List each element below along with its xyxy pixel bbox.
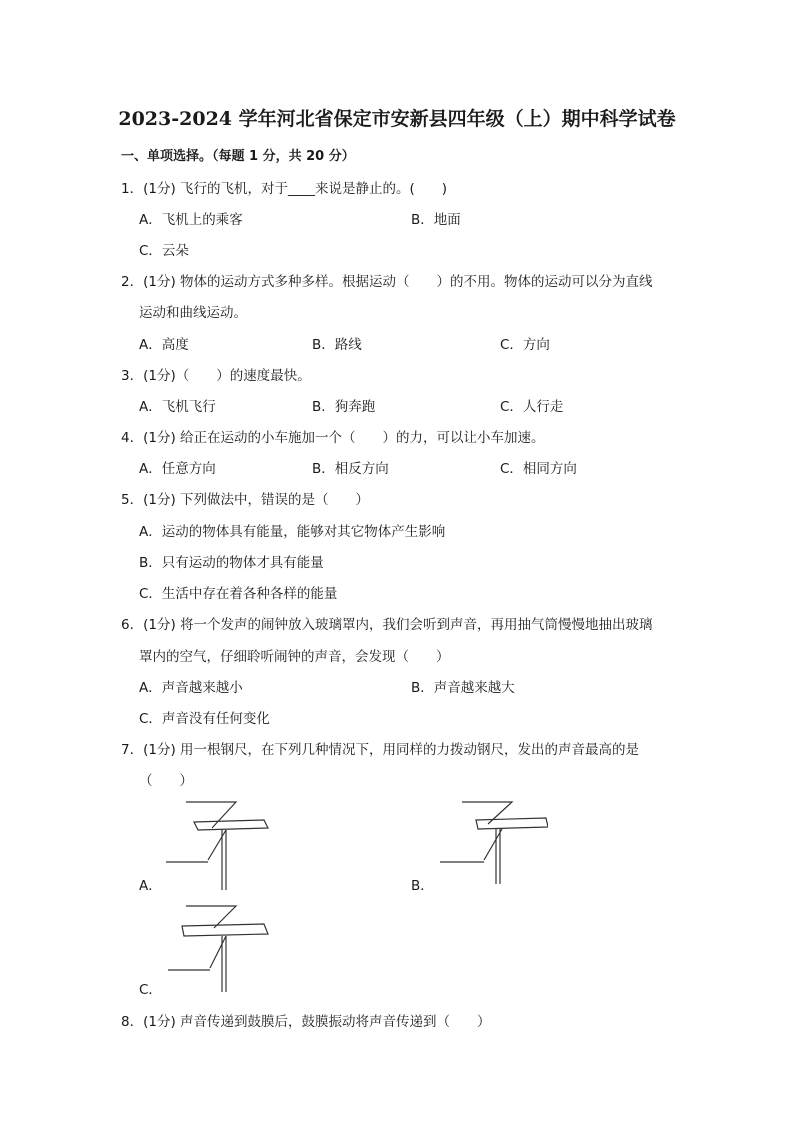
q7-option-b[interactable]: B． bbox=[411, 878, 434, 894]
question-2-cont: 运动和曲线运动。 bbox=[139, 305, 247, 321]
q7-option-c[interactable]: C． bbox=[139, 982, 162, 998]
question-2: 2．(1分) 物体的运动方式多种多样。根据运动（ ）的不用。物体的运动可以分为直线 bbox=[121, 274, 653, 290]
section-heading: 一、单项选择。（每题 1 分，共 20 分） bbox=[121, 149, 355, 164]
q3-option-a[interactable]: A．飞机飞行 bbox=[139, 399, 216, 415]
q7-option-a[interactable]: A． bbox=[139, 878, 162, 894]
question-5: 5．(1分) 下列做法中，错误的是（ ） bbox=[121, 492, 370, 508]
q1-option-b[interactable]: B．地面 bbox=[411, 212, 461, 228]
question-7: 7．(1分) 用一根钢尺，在下列几种情况下，用同样的力拨动钢尺，发出的声音最高的是 bbox=[121, 742, 640, 758]
q6-option-a[interactable]: A．声音越来越小 bbox=[139, 680, 243, 696]
q3-option-c[interactable]: C．人行走 bbox=[500, 399, 564, 415]
q2-option-a[interactable]: A．高度 bbox=[139, 337, 189, 353]
q4-option-c[interactable]: C．相同方向 bbox=[500, 461, 577, 477]
q4-option-a[interactable]: A．任意方向 bbox=[139, 461, 216, 477]
question-1: 1．(1分) 飞行的飞机，对于____来说是静止的。( ) bbox=[121, 181, 448, 197]
q4-option-b[interactable]: B．相反方向 bbox=[312, 461, 389, 477]
q6-option-c[interactable]: C．声音没有任何变化 bbox=[139, 711, 270, 727]
q2-option-c[interactable]: C．方向 bbox=[500, 337, 550, 353]
q3-option-b[interactable]: B．狗奔跑 bbox=[312, 399, 376, 415]
q5-option-b[interactable]: B．只有运动的物体才具有能量 bbox=[139, 555, 324, 571]
q6-option-b[interactable]: B．声音越来越大 bbox=[411, 680, 515, 696]
question-7-cont: （ ） bbox=[139, 773, 193, 789]
question-3: 3．(1分)（ ）的速度最快。 bbox=[121, 368, 311, 384]
q5-option-c[interactable]: C．生活中存在着各种各样的能量 bbox=[139, 586, 338, 602]
page-title: 2023-2024 学年河北省保定市安新县四年级（上）期中科学试卷 bbox=[118, 108, 676, 130]
q1-option-a[interactable]: A．飞机上的乘客 bbox=[139, 212, 243, 228]
q7-figure-a-ruler-illustration bbox=[164, 800, 274, 890]
q1-option-c[interactable]: C．云朵 bbox=[139, 243, 189, 259]
question-6: 6．(1分) 将一个发声的闹钟放入玻璃罩内，我们会听到声音，再用抽气筒慢慢地抽出玻璃 bbox=[121, 617, 653, 633]
question-8: 8．(1分) 声音传递到鼓膜后，鼓膜振动将声音传递到（ ） bbox=[121, 1014, 491, 1030]
q7-figure-c-ruler-illustration bbox=[164, 902, 274, 994]
q7-figure-b-ruler-illustration bbox=[438, 800, 548, 890]
q2-option-b[interactable]: B．路线 bbox=[312, 337, 362, 353]
question-6-cont: 罩内的空气，仔细聆听闹钟的声音，会发现（ ） bbox=[139, 649, 450, 665]
q5-option-a[interactable]: A．运动的物体具有能量，能够对其它物体产生影响 bbox=[139, 524, 446, 540]
question-4: 4．(1分) 给正在运动的小车施加一个（ ）的力，可以让小车加速。 bbox=[121, 430, 545, 446]
